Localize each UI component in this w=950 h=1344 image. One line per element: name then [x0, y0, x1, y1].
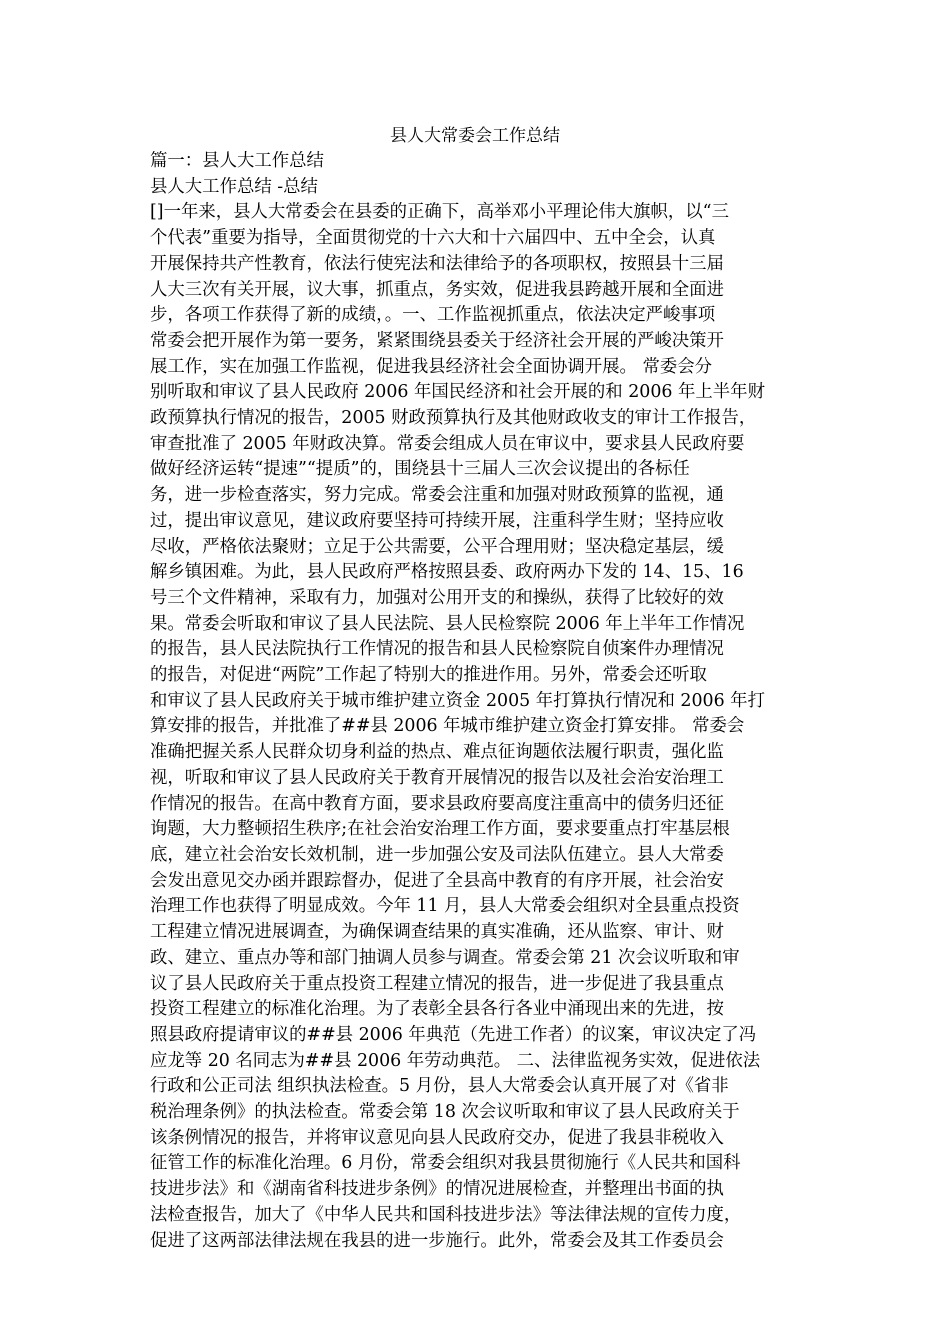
paragraph-line: 视，听取和审议了县人民政府关于教育开展情况的报告以及社会治安治理工 [150, 767, 724, 788]
document-page [150, 125, 800, 1254]
paragraph-line: 尽收，严格依法聚财；立足于公共需要，公平合理用财；坚决稳定基层，缓 [150, 536, 724, 557]
document-title: 县人大常委会工作总结 [390, 126, 560, 146]
paragraph-line: 常委会把开展作为第一要务，紧紧围绕县委关于经济社会开展的严峻决策开 [150, 330, 724, 351]
paragraph-line: 政、建立、重点办等和部门抽调人员参与调查。常委会第 21 次会议听取和审 [150, 947, 740, 968]
paragraph-line: 算安排的报告，并批准了##县 2006 年城市维护建立资金打算安排。 常委会 [150, 716, 745, 737]
paragraph-line: 促进了这两部法律法规在我县的进一步施行。此外，常委会及其工作委员会 [150, 1230, 724, 1251]
paragraph-line: 的报告，县人民法院执行工作情况的报告和县人民检察院自侦案件办理情况 [150, 639, 724, 660]
paragraph-line: 号三个文件精神，采取有力，加强对公用开支的和操纵，获得了比较好的效 [150, 587, 724, 608]
paragraph-line: 议了县人民政府关于重点投资工程建立情况的报告，进一步促进了我县重点 [150, 973, 724, 994]
paragraph-line: 会发出意见交办函并跟踪督办，促进了全县高中教育的有序开展，社会治安 [150, 870, 724, 891]
paragraph-line: 人大三次有关开展，议大事，抓重点，务实效，促进我县跨越开展和全面进 [150, 279, 724, 300]
paragraph-line: 法检查报告，加大了《中华人民共和国科技进步法》等法律法规的宣传力度， [150, 1204, 742, 1225]
paragraph-line: 审查批准了 2005 年财政决算。常委会组成人员在审议中，要求县人民政府要 [150, 433, 745, 454]
paragraph-line: 解乡镇困难。为此，县人民政府严格按照县委、政府两办下发的 14、15、16 [150, 562, 744, 583]
paragraph-line: 政预算执行情况的报告，2005 财政预算执行及其他财政收支的审计工作报告， [150, 408, 757, 429]
paragraph-line: 治理工作也获得了明显成效。今年 11 月，县人大常委会组织对全县重点投资 [150, 896, 740, 917]
paragraph-line: 准确把握关系人民群众切身利益的热点、难点征询题依法履行职责，强化监 [150, 742, 724, 763]
paragraph-line: 展工作，实在加强工作监视，促进我县经济社会全面协调开展。 常委会分 [150, 356, 713, 377]
paragraph-line: 技进步法》和《湖南省科技进步条例》的情况进展检查，并整理出书面的执 [150, 1179, 724, 1200]
paragraph-line: 果。常委会听取和审议了县人民法院、县人民检察院 2006 年上半年工作情况 [150, 613, 745, 634]
paragraph-line: []一年来，县人大常委会在县委的正确下，高举邓小平理论伟大旗帜，以“三 [150, 202, 729, 223]
paragraph-line: 照县政府提请审议的##县 2006 年典范（先进工作者）的议案，审议决定了冯 [150, 1024, 757, 1045]
paragraph-line: 的报告，对促进“两院”工作起了特别大的推进作用。另外，常委会还听取 [150, 665, 707, 686]
paragraph-line: 个代表”重要为指导，全面贯彻党的十六大和十六届四中、五中全会，认真 [150, 228, 716, 249]
paragraph-line: 开展保持共产性教育，依法行使宪法和法律给予的各项职权，按照县十三届 [150, 253, 724, 274]
paragraph-line: 工程建立情况进展调查，为确保调查结果的真实准确，还从监察、审计、财 [150, 922, 724, 943]
paragraph-line: 征管工作的标准化治理。6 月份，常委会组织对我县贯彻施行《人民共和国科 [150, 1153, 741, 1174]
paragraph-line: 过，提出审议意见，建议政府要坚持可持续开展，注重科学生财；坚持应收 [150, 510, 724, 531]
paragraph-line: 应龙等 20 名同志为##县 2006 年劳动典范。 二、法律监视务实效，促进依法 [150, 1050, 761, 1071]
paragraph-line: 底，建立社会治安长效机制，进一步加强公安及司法队伍建立。县人大常委 [150, 844, 724, 865]
document-body [150, 149, 800, 1254]
paragraph-line: 税治理条例》的执法检查。常委会第 18 次会议听取和审议了县人民政府关于 [150, 1102, 740, 1123]
paragraph-line: 别听取和审议了县人民政府 2006 年国民经济和社会开展的和 2006 年上半年财 [150, 382, 765, 403]
paragraph-line: 询题，大力整顿招生秩序;在社会治安治理工作方面，要求要重点打牢基层根 [150, 819, 730, 840]
document-subheading: 篇一：县人大工作总结 [150, 151, 324, 171]
paragraph-line: 该条例情况的报告，并将审议意见向县人民政府交办，促进了我县非税收入 [150, 1127, 724, 1148]
paragraph-line: 做好经济运转“提速”“提质”的，围绕县十三届人三次会议提出的各标任 [150, 459, 690, 480]
paragraph-line: 投资工程建立的标准化治理。为了表彰全县各行各业中涌现出来的先进，按 [150, 999, 724, 1020]
paragraph-line: 步，各项工作获得了新的成绩，。一、工作监视抓重点，依法决定严峻事项 [150, 305, 716, 326]
paragraph-line: 务，进一步检查落实，努力完成。常委会注重和加强对财政预算的监视，通 [150, 485, 724, 506]
paragraph-line: 作情况的报告。在高中教育方面，要求县政府要高度注重高中的债务归还征 [150, 793, 724, 814]
paragraph-line: 行政和公正司法 组织执法检查。5 月份，县人大常委会认真开展了对《省非 [150, 1076, 729, 1097]
document-subheading: 县人大工作总结 -总结 [150, 176, 318, 197]
paragraph-line: 和审议了县人民政府关于城市维护建立资金 2005 年打算执行情况和 2006 年打 [150, 690, 765, 711]
